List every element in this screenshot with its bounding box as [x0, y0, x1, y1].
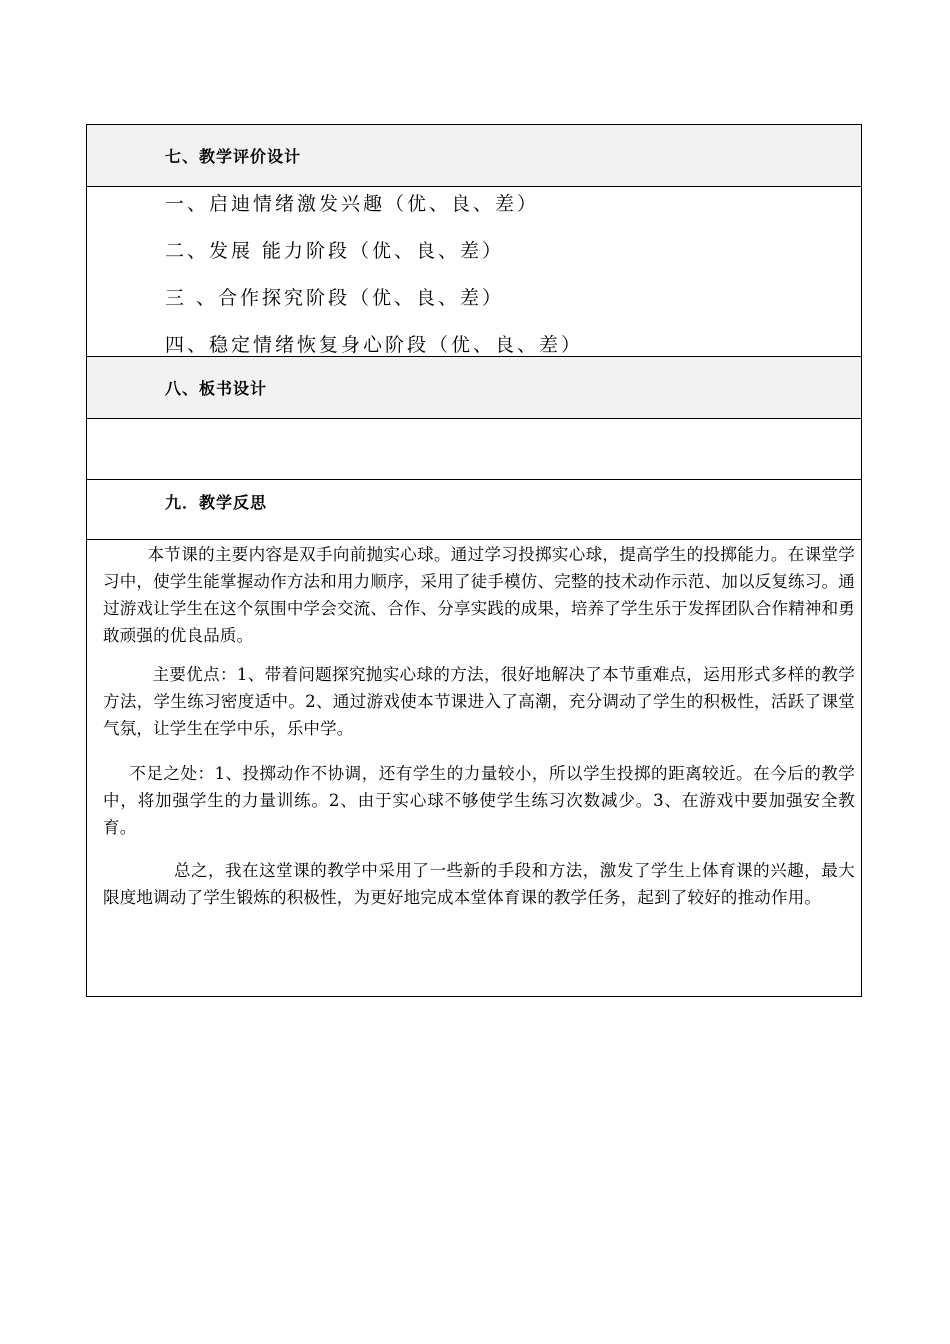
evaluation-item: 一、启迪情绪激发兴趣（优、良、差）: [165, 193, 540, 215]
reflection-paragraph-strengths: 主要优点：1、带着问题探究抛实心球的方法，很好地解决了本节重难点，运用形式多样的教学方法，学生练习密度适中。2、通过游戏使本节课进入了高潮，充分调动了学生的积极性，活跃了课堂气氛，让学生在学中乐，乐中学。: [103, 665, 855, 738]
reflection-content: [87, 540, 861, 996]
section-7-title: 七、教学评价设计: [165, 147, 302, 166]
evaluation-item: 三 、合作探究阶段（优、良、差）: [165, 287, 505, 309]
reflection-paragraph-conclusion: 总之，我在这堂课的教学中采用了一些新的手段和方法，激发了学生上体育课的兴趣，最大限度地调动了学生锻炼的积极性，为更好地完成本堂体育课的教学任务，起到了较好的推动作用。: [103, 861, 855, 907]
section-8-header: [87, 357, 861, 419]
section-9-header: [87, 480, 861, 540]
evaluation-item: 二、发展 能力阶段（优、良、差）: [165, 240, 505, 262]
lesson-plan-table: [86, 124, 862, 997]
blackboard-design-content: [87, 419, 861, 480]
section-7-header: [87, 125, 861, 187]
evaluation-items: [87, 187, 861, 357]
evaluation-item: 四、稳定情绪恢复身心阶段（优、良、差）: [165, 334, 584, 356]
reflection-paragraph-summary: 本节课的主要内容是双手向前抛实心球。通过学习投掷实心球，提高学生的投掷能力。在课堂学习中，使学生能掌握动作方法和用力顺序，采用了徒手模仿、完整的技术动作示范、加以反复练习。通过游戏让学生在这个氛围中学会交流、合作、分享实践的成果，培养了学生乐于发挥团队合作精神和勇敢顽强的优良品质。: [103, 545, 855, 645]
section-9-title: 九．教学反思: [165, 493, 268, 512]
section-8-title: 八、板书设计: [165, 379, 268, 398]
reflection-paragraph-weaknesses: 不足之处：1、投掷动作不协调，还有学生的力量较小，所以学生投掷的距离较近。在今后的教学中，将加强学生的力量训练。2、由于实心球不够使学生练习次数减少。3、在游戏中要加强安全教育。: [103, 764, 855, 837]
